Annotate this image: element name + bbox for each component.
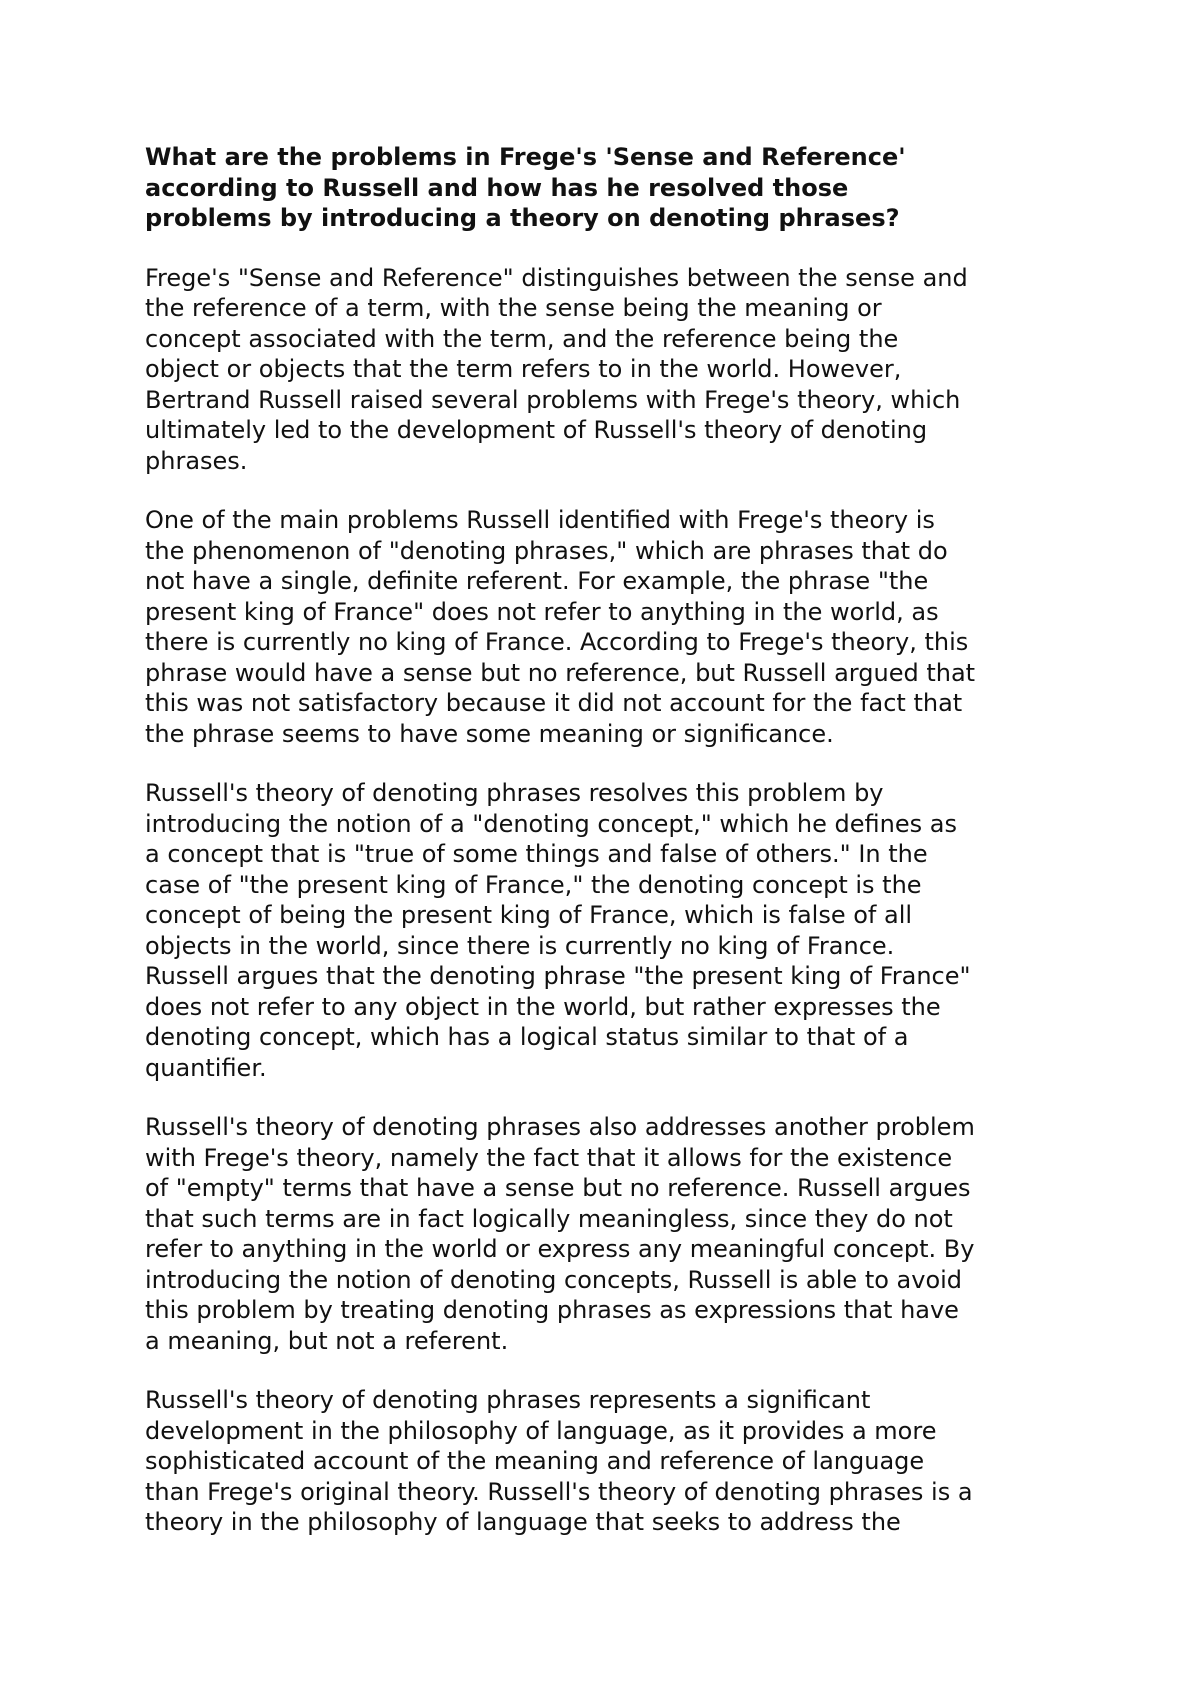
paragraph-3: Russell's theory of denoting phrases resolves this problem by introducing the notion of a "denoting concept," which he defines as a concept that is "true of some things and false of others." In the case of "the present king of France," the denoting concept is the concept of being the present king of France, which is false of all objects in the world, since there is currently no king of France. Russell argues that the denoting phrase "the present king of France" does not refer to any object in the world, but rather expresses the denoting concept, which has a logical status similar to that of a quantifier. [145, 779, 971, 1082]
paragraph-1: Frege's "Sense and Reference" distinguishes between the sense and the reference of a term, with the sense being the meaning or concept associated with the term, and the reference being the object or objects that the term refers to in the world. However, Bertrand Russell raised several problems with Frege's theory, which ultimately led to the development of Russell's theory of denoting phrases. [145, 263, 968, 475]
paragraph-2: One of the main problems Russell identified with Frege's theory is the phenomenon of "denoting phrases," which are phrases that do not have a single, definite referent. For example, the phrase "the present king of France" does not refer to anything in the world, as there is currently no king of France. According to Frege's theory, this phrase would have a sense but no reference, but Russell argued that this was not satisfactory because it did not account for the fact that the phrase seems to have some meaning or significance. [145, 506, 976, 748]
paragraph-5: Russell's theory of denoting phrases represents a significant development in the philosophy of language, as it provides a more sophisticated account of the meaning and reference of language than Frege's original theory. Russell's theory of denoting phrases is a theory in the philosophy of language that seeks to address the [145, 1386, 973, 1536]
document-title: What are the problems in Frege's 'Sense and Reference' according to Russell and how has he resolved those problems by introducing a theory on denoting phrases? [145, 143, 906, 232]
document-page [145, 142, 1065, 1567]
paragraph-4: Russell's theory of denoting phrases also addresses another problem with Frege's theory, namely the fact that it allows for the existence of "empty" terms that have a sense but no reference. Russell argues that such terms are in fact logically meaningless, since they do not refer to anything in the world or express any meaningful concept. By introducing the notion of denoting concepts, Russell is able to avoid this problem by treating denoting phrases as expressions that have a meaning, but not a referent. [145, 1113, 975, 1355]
